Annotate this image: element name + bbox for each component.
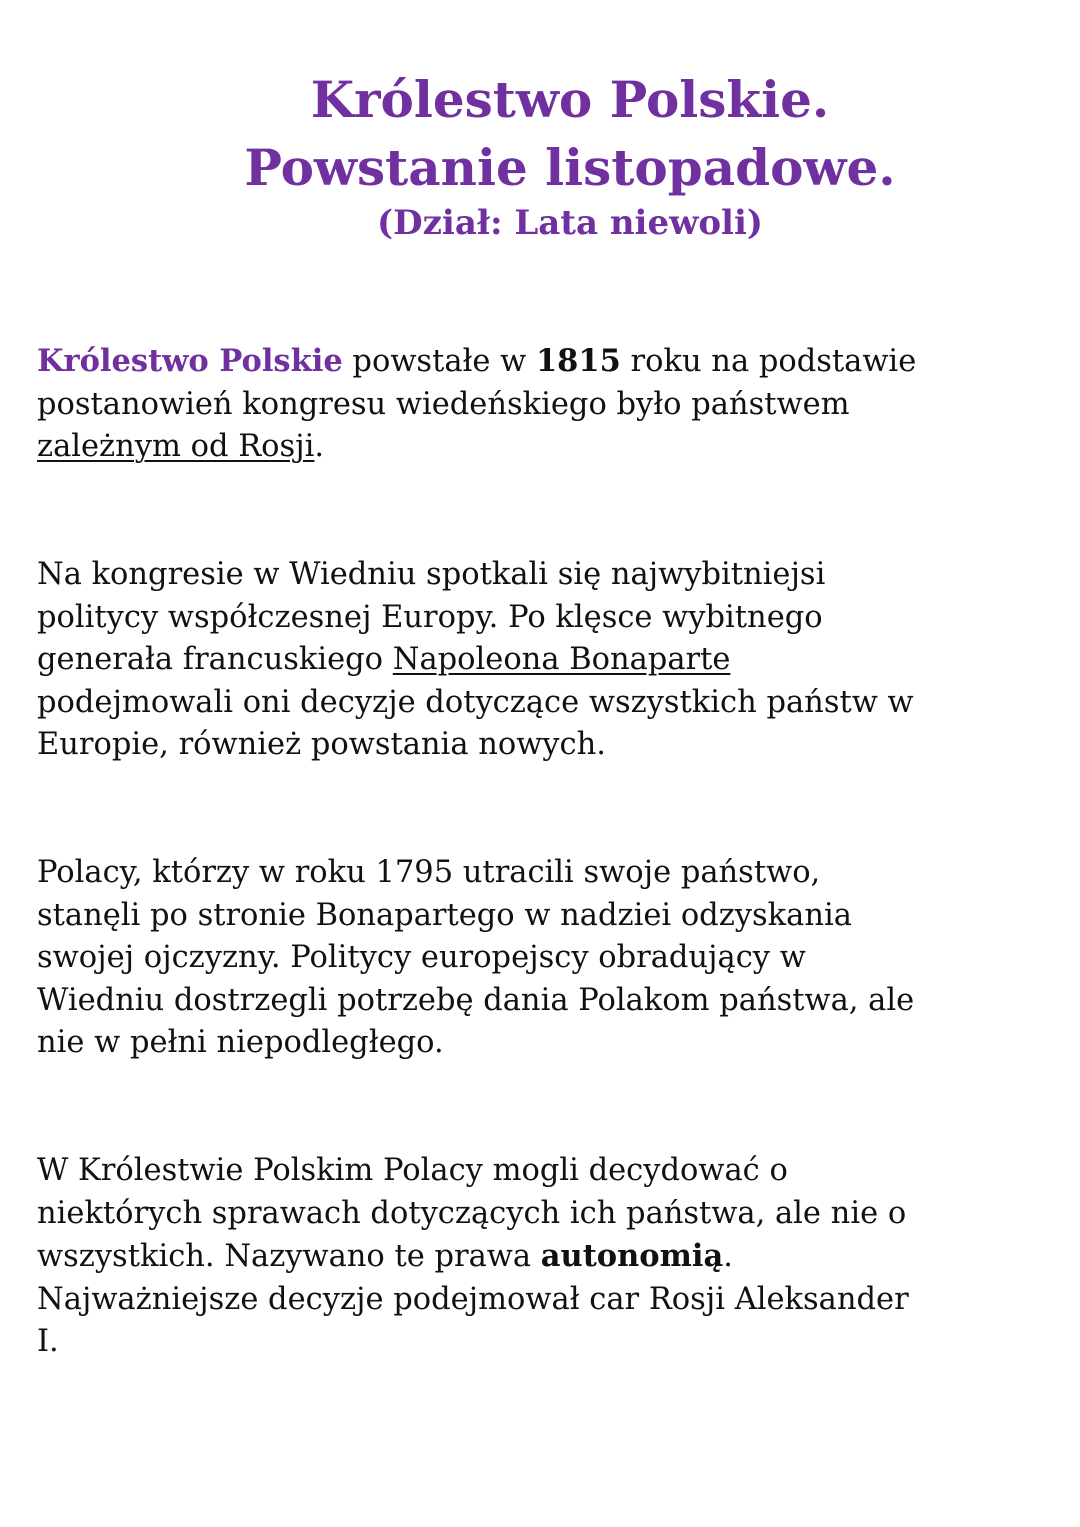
key-term: Królestwo Polskie [37,343,343,379]
text: . [314,429,325,465]
text-line: niektórych sprawach dotyczących ich państwa, ale nie o [37,1195,907,1231]
document-subtitle: Powstanie listopadowe. [244,138,896,197]
text: wszystkich. Nazywano te prawa [37,1239,541,1275]
bold-term: autonomią [540,1238,724,1275]
paragraph-1 [37,340,916,469]
section-label: (Dział: Lata niewoli) [377,203,763,243]
text-line: Polacy, którzy w roku 1795 utracili swoje państwo, [37,855,821,890]
text-line: Wiedniu dostrzegli potrzebę dania Polakom państwa, ale [37,982,915,1018]
text-line: postanowień kongresu wiedeńskiego było państwem [37,386,850,422]
text: . [723,1239,733,1275]
text-line: politycy współczesnej Europy. Po klęsce wybitnego [37,599,823,635]
paragraph-4 [37,1150,909,1364]
text: powstałe w [342,344,536,379]
text-line: W Królestwie Polskim Polacy mogli decydować o [37,1153,788,1188]
underlined-phrase: Napoleona Bonaparte [392,642,731,678]
text-line: I. [37,1324,59,1360]
text-line: stanęli po stronie Bonapartego w nadziei odzyskania [37,897,852,933]
document-title: Królestwo Polskie. [310,70,830,129]
paragraph-2 [37,554,914,767]
text: roku na podstawie [620,344,917,379]
text: generała francuskiego [37,642,393,678]
text-line: nie w pełni niepodległego. [37,1025,444,1061]
year-highlight: 1815 [535,343,621,379]
underlined-phrase: zależnym od Rosji [37,429,315,465]
text-line: Europie, również powstania nowych. [37,727,606,763]
text-line: podejmowali oni decyzje dotyczące wszystkich państw w [37,684,914,720]
text-line: swojej ojczyzny. Politycy europejscy obradujący w [37,940,806,976]
paragraph-3 [37,852,914,1065]
text-line: Najważniejsze decyzje podejmował car Rosji Aleksander [37,1281,909,1317]
text-line: Na kongresie w Wiedniu spotkali się najwybitniejsi [37,557,826,592]
